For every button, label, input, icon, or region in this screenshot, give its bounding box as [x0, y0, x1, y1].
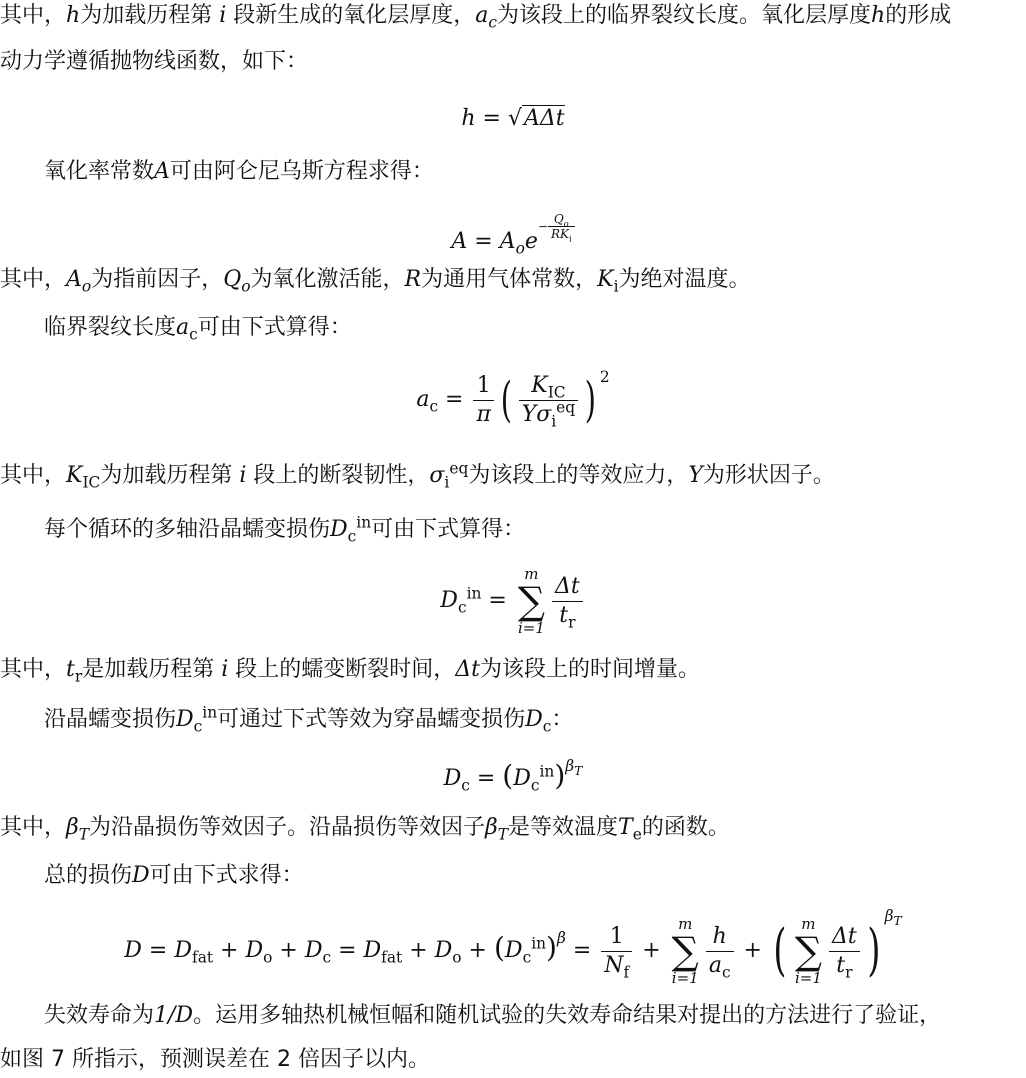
math-D: D [443, 766, 462, 791]
exponent: β [556, 929, 566, 947]
subscript: e [632, 825, 642, 844]
text: 段上的蠕变断裂时间， [235, 657, 456, 682]
subscript: c [457, 598, 467, 617]
paragraph-oxide-thickness-cont [0, 46, 1026, 78]
text: 为该段上的时间增量。 [480, 657, 701, 682]
equation-oxide-thickness [0, 104, 1026, 134]
text: 是等效温度 [508, 815, 619, 840]
math-D: D [513, 766, 531, 791]
paren-left: ( [493, 931, 505, 964]
math-D: D [330, 517, 348, 542]
math-beta: β [485, 815, 498, 840]
text: 为指前因子， [91, 267, 224, 292]
math-h: h [66, 3, 81, 28]
math-D: D [434, 938, 453, 963]
math-Q: Q [553, 212, 564, 226]
subscript: c [522, 948, 532, 967]
paragraph-failure-life-cont [0, 1044, 1026, 1076]
math-beta: β [884, 907, 894, 925]
text: 可由下式求得： [149, 863, 304, 888]
text: ： [551, 707, 574, 732]
paragraph-total-damage [44, 860, 1026, 892]
subscript: c [488, 13, 497, 32]
text: 动力学遵循抛物线函数，如下： [0, 49, 309, 74]
equation-total-damage [0, 900, 1026, 996]
math-D: D [174, 938, 192, 963]
subscript: r [74, 667, 83, 686]
exponent [565, 757, 583, 779]
subscript: c [189, 325, 198, 344]
math-R: R [404, 267, 422, 292]
subscript: o [452, 948, 462, 967]
math-i: i [214, 657, 236, 682]
text: 的形成 [885, 3, 952, 28]
subscript: T [78, 825, 89, 844]
text: 为该段上的临界裂纹长度。氧化层厚度 [497, 3, 872, 28]
text: 为绝对温度。 [618, 267, 751, 292]
superscript: in [539, 762, 555, 781]
equals: = [565, 938, 599, 963]
subscript: IC [82, 473, 101, 492]
text: 其中， [0, 815, 67, 840]
equation-arrhenius [0, 206, 1026, 262]
math-N: N [604, 952, 624, 978]
math-t: t [66, 657, 75, 682]
math-A: A [66, 267, 82, 292]
plus: + [635, 938, 668, 963]
paragraph-failure-life [44, 1000, 1026, 1032]
math-Y: Y [688, 463, 703, 488]
subscript: T [893, 914, 902, 929]
paragraph-rupture-time [0, 654, 1026, 686]
math-A: A [154, 159, 170, 184]
text: 为加载历程第 [80, 3, 213, 28]
subscript: c [542, 717, 552, 736]
text: 。运用多轴热机械恒幅和随机试验的失效寿命结果对提出的方法进行了验证， [193, 1003, 942, 1028]
text: 其中， [0, 3, 67, 28]
math-D: D [176, 707, 194, 732]
superscript: in [466, 584, 482, 603]
paren-right: ) [546, 931, 557, 964]
sum-upper: m [801, 915, 816, 933]
summation [795, 916, 822, 986]
subscript: c [322, 948, 332, 967]
text: 的函数。 [641, 815, 730, 840]
superscript: in [356, 513, 372, 532]
equation-critical-crack [0, 360, 1026, 440]
equals: = [481, 588, 514, 613]
math-RK: RK [550, 227, 569, 241]
subscript: r [845, 962, 853, 981]
text: 可由下式算得： [371, 517, 526, 542]
subscript: i [613, 277, 619, 296]
text: 其中， [0, 267, 67, 292]
text: 为形状因子。 [702, 463, 835, 488]
summation [518, 566, 545, 636]
numerator: h [706, 923, 734, 952]
paren-left: ( [502, 759, 514, 792]
paren-right: ) [584, 372, 597, 428]
math-D: D [525, 707, 543, 732]
plus: + [736, 938, 769, 963]
sigma-symbol: ∑ [794, 929, 822, 973]
sqrt-symbol: √ [507, 106, 522, 131]
paren-left: ( [773, 918, 787, 983]
math-beta: β [565, 757, 575, 775]
text: 段上的断裂韧性， [253, 463, 430, 488]
sum-lower: i=1 [794, 969, 822, 987]
subscript: fat [192, 948, 214, 967]
math-A: A [451, 229, 468, 254]
text: 可由阿仑尼乌斯方程求得： [169, 159, 434, 184]
math-a: a [475, 3, 489, 28]
exponent: 2 [599, 368, 610, 386]
equals: = [438, 387, 471, 412]
plus: + [402, 938, 435, 963]
subscript: fat [381, 948, 403, 967]
subscript: c [461, 776, 470, 795]
math-1-over-D: 1/D [154, 1003, 194, 1028]
math-D: D [245, 938, 264, 963]
subscript: o [81, 277, 92, 296]
math-K: K [66, 463, 83, 488]
equals: = [469, 766, 503, 791]
subscript: f [623, 962, 630, 981]
math-h: h [871, 3, 886, 28]
text: 为通用气体常数， [421, 267, 598, 292]
numerator: Δt [552, 573, 583, 602]
sum-lower: i=1 [671, 969, 699, 987]
subscript: o [563, 218, 569, 229]
math-D: D [304, 938, 323, 963]
superscript: eq [449, 459, 469, 478]
superscript: in [531, 934, 547, 953]
sum-upper: m [678, 915, 693, 933]
plus: + [272, 938, 305, 963]
paragraph-fracture-toughness [0, 460, 1026, 492]
fraction-h-ac [706, 923, 734, 980]
minus: − [537, 219, 548, 234]
paragraph-equivalent-damage [44, 704, 1026, 736]
subscript: c [193, 717, 203, 736]
math-sigma: σ [429, 463, 445, 488]
equals: = [475, 106, 508, 131]
plus: + [213, 938, 246, 963]
text: 其中， [0, 463, 67, 488]
subscript: T [497, 825, 508, 844]
superscript: in [202, 703, 218, 722]
fraction-kic [519, 372, 578, 429]
math-T: T [618, 815, 633, 840]
text: 氧化率常数 [44, 159, 155, 184]
text: 沿晶蠕变损伤 [44, 707, 177, 732]
subscript: i [551, 411, 557, 430]
math-K: K [531, 372, 548, 398]
text: 为加载历程第 [100, 463, 233, 488]
text: 如图 7 所指示，预测误差在 2 倍因子以内。 [0, 1047, 430, 1072]
superscript: eq [556, 398, 576, 417]
equation-equivalent-damage [0, 756, 1026, 799]
subscript: c [429, 397, 439, 416]
math-Q: Q [223, 267, 242, 292]
math-i: i [212, 3, 234, 28]
text: 段新生成的氧化层厚度， [233, 3, 476, 28]
math-Y-sigma: Yσ [521, 401, 552, 427]
math-D: D [504, 938, 523, 963]
paren-right: ) [867, 918, 881, 983]
text: 每个循环的多轴沿晶蠕变损伤 [44, 517, 331, 542]
subscript: T [574, 764, 583, 779]
text: 可由下式算得： [197, 315, 352, 340]
math-dt: Δt [455, 657, 481, 682]
text: 总的损伤 [44, 863, 133, 888]
subscript: IC [547, 382, 566, 401]
fraction-one-over-pi [473, 372, 493, 429]
fraction-one-over-nf [601, 923, 632, 980]
paragraph-oxidation-constant [44, 156, 1026, 188]
text: 为该段上的等效应力， [468, 463, 689, 488]
math-h: h [461, 106, 476, 131]
math-a: a [416, 387, 430, 412]
subscript: o [263, 948, 273, 967]
text: 可通过下式等效为穿晶蠕变损伤 [217, 707, 526, 732]
text: 其中， [0, 657, 67, 682]
sum-lower: i=1 [517, 619, 545, 637]
paren-right: ) [554, 759, 566, 792]
math-i: i [232, 463, 254, 488]
subscript: c [530, 776, 540, 795]
subscript: c [721, 962, 731, 981]
subscript: c [347, 527, 357, 546]
subscript: o [515, 239, 525, 258]
math-beta: β [66, 815, 79, 840]
math-D: D [124, 938, 142, 963]
fraction-dt-tr [829, 923, 860, 980]
exponent [884, 907, 902, 929]
equation-creep-damage [0, 556, 1026, 646]
paragraph-beta-factor [0, 812, 1026, 844]
sigma-symbol: ∑ [517, 579, 545, 623]
fraction-dt-tr [552, 573, 583, 630]
subscript: i [568, 233, 572, 244]
paragraph-oxide-thickness [0, 0, 1026, 32]
text: 是加载历程第 [82, 657, 215, 682]
sum-upper: m [524, 565, 539, 583]
subscript: o [241, 277, 251, 296]
equals: = [141, 938, 175, 963]
equals: = [467, 229, 500, 254]
text: 为沿晶损伤等效因子。沿晶损伤等效因子 [89, 815, 486, 840]
math-K: K [597, 267, 614, 292]
paren-left: ( [500, 372, 512, 428]
math-t: t [836, 952, 846, 978]
radicand: AΔt [524, 106, 565, 131]
numerator: 1 [473, 372, 493, 401]
math-a: a [708, 952, 722, 978]
paragraph-creep-damage [44, 514, 1026, 546]
math-D: D [440, 588, 458, 613]
math-e: e [524, 229, 538, 254]
paragraph-arrhenius-terms [0, 264, 1026, 296]
math-A0: A [499, 229, 516, 254]
paragraph-critical-crack [44, 312, 1026, 344]
denominator: π [476, 401, 491, 427]
equals: = [331, 938, 364, 963]
math-t: t [559, 602, 569, 628]
text: 失效寿命为 [44, 1003, 155, 1028]
plus: + [461, 938, 494, 963]
exponent [538, 206, 575, 247]
subscript: i [444, 473, 450, 492]
text: 为氧化激活能， [250, 267, 405, 292]
summation [672, 916, 699, 986]
math-D: D [363, 938, 382, 963]
math-a: a [176, 315, 190, 340]
numerator: Δt [829, 923, 860, 952]
numerator: 1 [601, 923, 632, 952]
text: 临界裂纹长度 [44, 315, 177, 340]
subscript: r [568, 612, 576, 631]
sigma-symbol: ∑ [671, 929, 699, 973]
math-D: D [132, 863, 150, 888]
